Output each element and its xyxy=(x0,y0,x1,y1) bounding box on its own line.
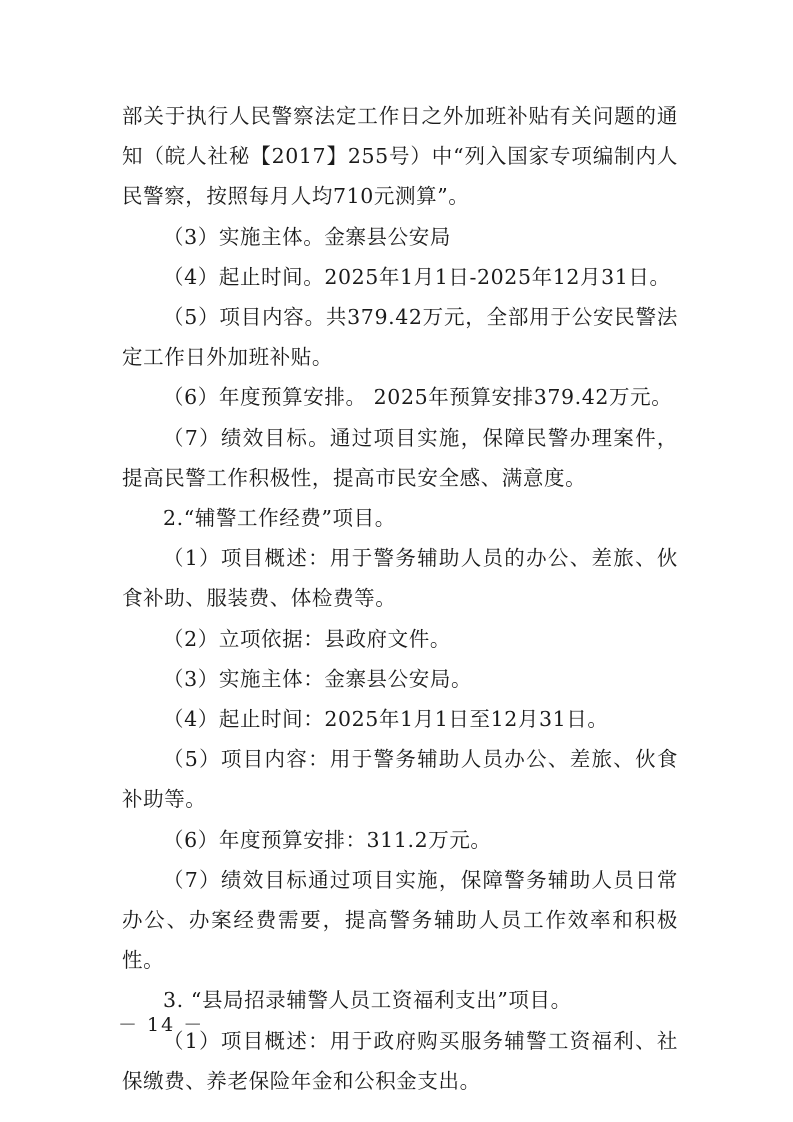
paragraph-implementing-body-2: （3）实施主体：金寨县公安局。 xyxy=(163,666,473,691)
paragraph-content: （5）项目内容。共379.42万元，全部用于公安民警法定工作日外加班补贴。 xyxy=(122,305,678,370)
document-body xyxy=(122,96,678,1101)
paragraph-continuation: 部关于执行人民警察法定工作日之外加班补贴有关问题的通知（皖人社秘【2017】255号）中“列入国家专项编制内人民警察，按照每月人均710元测算”。 xyxy=(122,104,678,209)
paragraph-annual-budget-2: （6）年度预算安排：311.2万元。 xyxy=(163,827,492,852)
paragraph-overview-3: （1）项目概述：用于政府购买服务辅警工资福利、社保缴费、养老保险年金和公积金支出。 xyxy=(122,1028,678,1093)
paragraph-content-2: （5）项目内容：用于警务辅助人员办公、差旅、伙食补助等。 xyxy=(122,747,678,812)
section-heading-2: 2.“辅警工作经费”项目。 xyxy=(163,506,396,531)
paragraph-basis: （2）立项依据：县政府文件。 xyxy=(163,626,451,651)
paragraph-period: （4）起止时间。2025年1月1日-2025年12月31日。 xyxy=(163,264,671,289)
paragraph-annual-budget: （6）年度预算安排。 2025年预算安排379.42万元。 xyxy=(163,385,673,410)
paragraph-overview: （1）项目概述：用于警务辅助人员的办公、差旅、伙食补助、服装费、体检费等。 xyxy=(122,546,678,611)
paragraph-period-2: （4）起止时间：2025年1月1日至12月31日。 xyxy=(163,707,609,732)
paragraph-performance-goal-2: （7）绩效目标通过项目实施，保障警务辅助人员日常办公、办案经费需要，提高警务辅助人员工作效率和积极性。 xyxy=(122,867,678,973)
section-heading-3: 3. “县局招录辅警人员工资福利支出”项目。 xyxy=(163,988,572,1013)
paragraph-implementing-body: （3）实施主体。金寨县公安局 xyxy=(163,224,451,249)
page-number: － 14 － xyxy=(118,1014,205,1036)
paragraph-performance-goal: （7）绩效目标。通过项目实施，保障民警办理案件，提高民警工作积极性，提高市民安全感、满意度。 xyxy=(122,425,678,490)
